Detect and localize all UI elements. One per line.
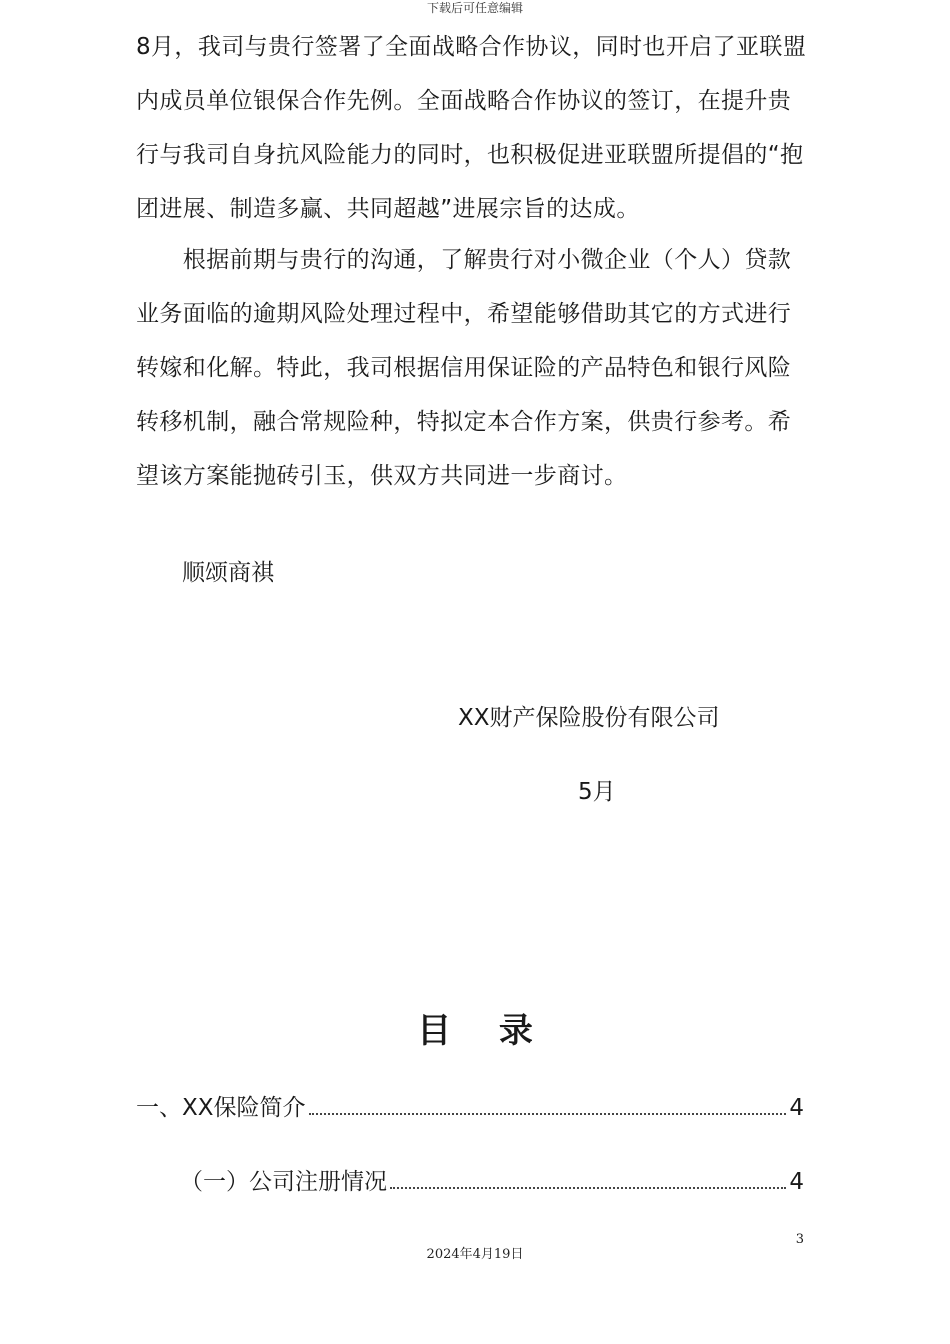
toc-entry-label: （一）公司注册情况 (180, 1169, 387, 1195)
letter-paragraph-1 (136, 20, 816, 236)
paragraph-line: 8月，我司与贵行签署了全面战略合作协议，同时也开启了亚联盟 (136, 34, 807, 60)
paragraph-line: 根据前期与贵行的沟通，了解贵行对小微企业（个人）贷款 (136, 247, 792, 273)
paragraph-line: 团进展、制造多赢、共同超越”进展宗旨的达成。 (136, 196, 640, 222)
toc-entry-page: 4 (789, 1169, 804, 1195)
header-note: 下载后可任意编辑 (426, 1, 523, 15)
paragraph-line: 望该方案能抛砖引玉，供双方共同进一步商讨。 (136, 463, 628, 489)
letter-company-signature: XX财产保险股份有限公司 (458, 705, 720, 731)
paragraph-line: 转嫁和化解。特此，我司根据信用保证险的产品特色和银行风险 (136, 355, 792, 381)
paragraph-line: 业务面临的逾期风险处理过程中，希望能够借助其它的方式进行 (136, 301, 792, 327)
paragraph-line: 转移机制，融合常规险种，特拟定本合作方案，供贵行参考。希 (136, 409, 792, 435)
toc-entry[interactable] (180, 1162, 804, 1202)
toc-entry-page: 4 (789, 1095, 804, 1121)
letter-paragraph-2 (136, 233, 816, 503)
paragraph-line: 内成员单位银保合作先例。全面战略合作协议的签订，在提升贵 (136, 88, 792, 114)
toc-entry-label: 一、XX保险简介 (136, 1095, 306, 1121)
footer-date: 2024年4月19日 (426, 1247, 524, 1262)
toc-leader-dots (309, 1113, 787, 1115)
toc-title: 目 录 (417, 1011, 551, 1051)
letter-closing: 顺颂商祺 (182, 560, 274, 586)
page-number: 3 (795, 1232, 804, 1247)
paragraph-line: 行与我司自身抗风险能力的同时，也积极促进亚联盟所提倡的“抱 (136, 142, 804, 168)
toc-entry[interactable] (136, 1088, 804, 1128)
letter-date: 5月 (578, 779, 616, 805)
toc-leader-dots (390, 1187, 786, 1189)
